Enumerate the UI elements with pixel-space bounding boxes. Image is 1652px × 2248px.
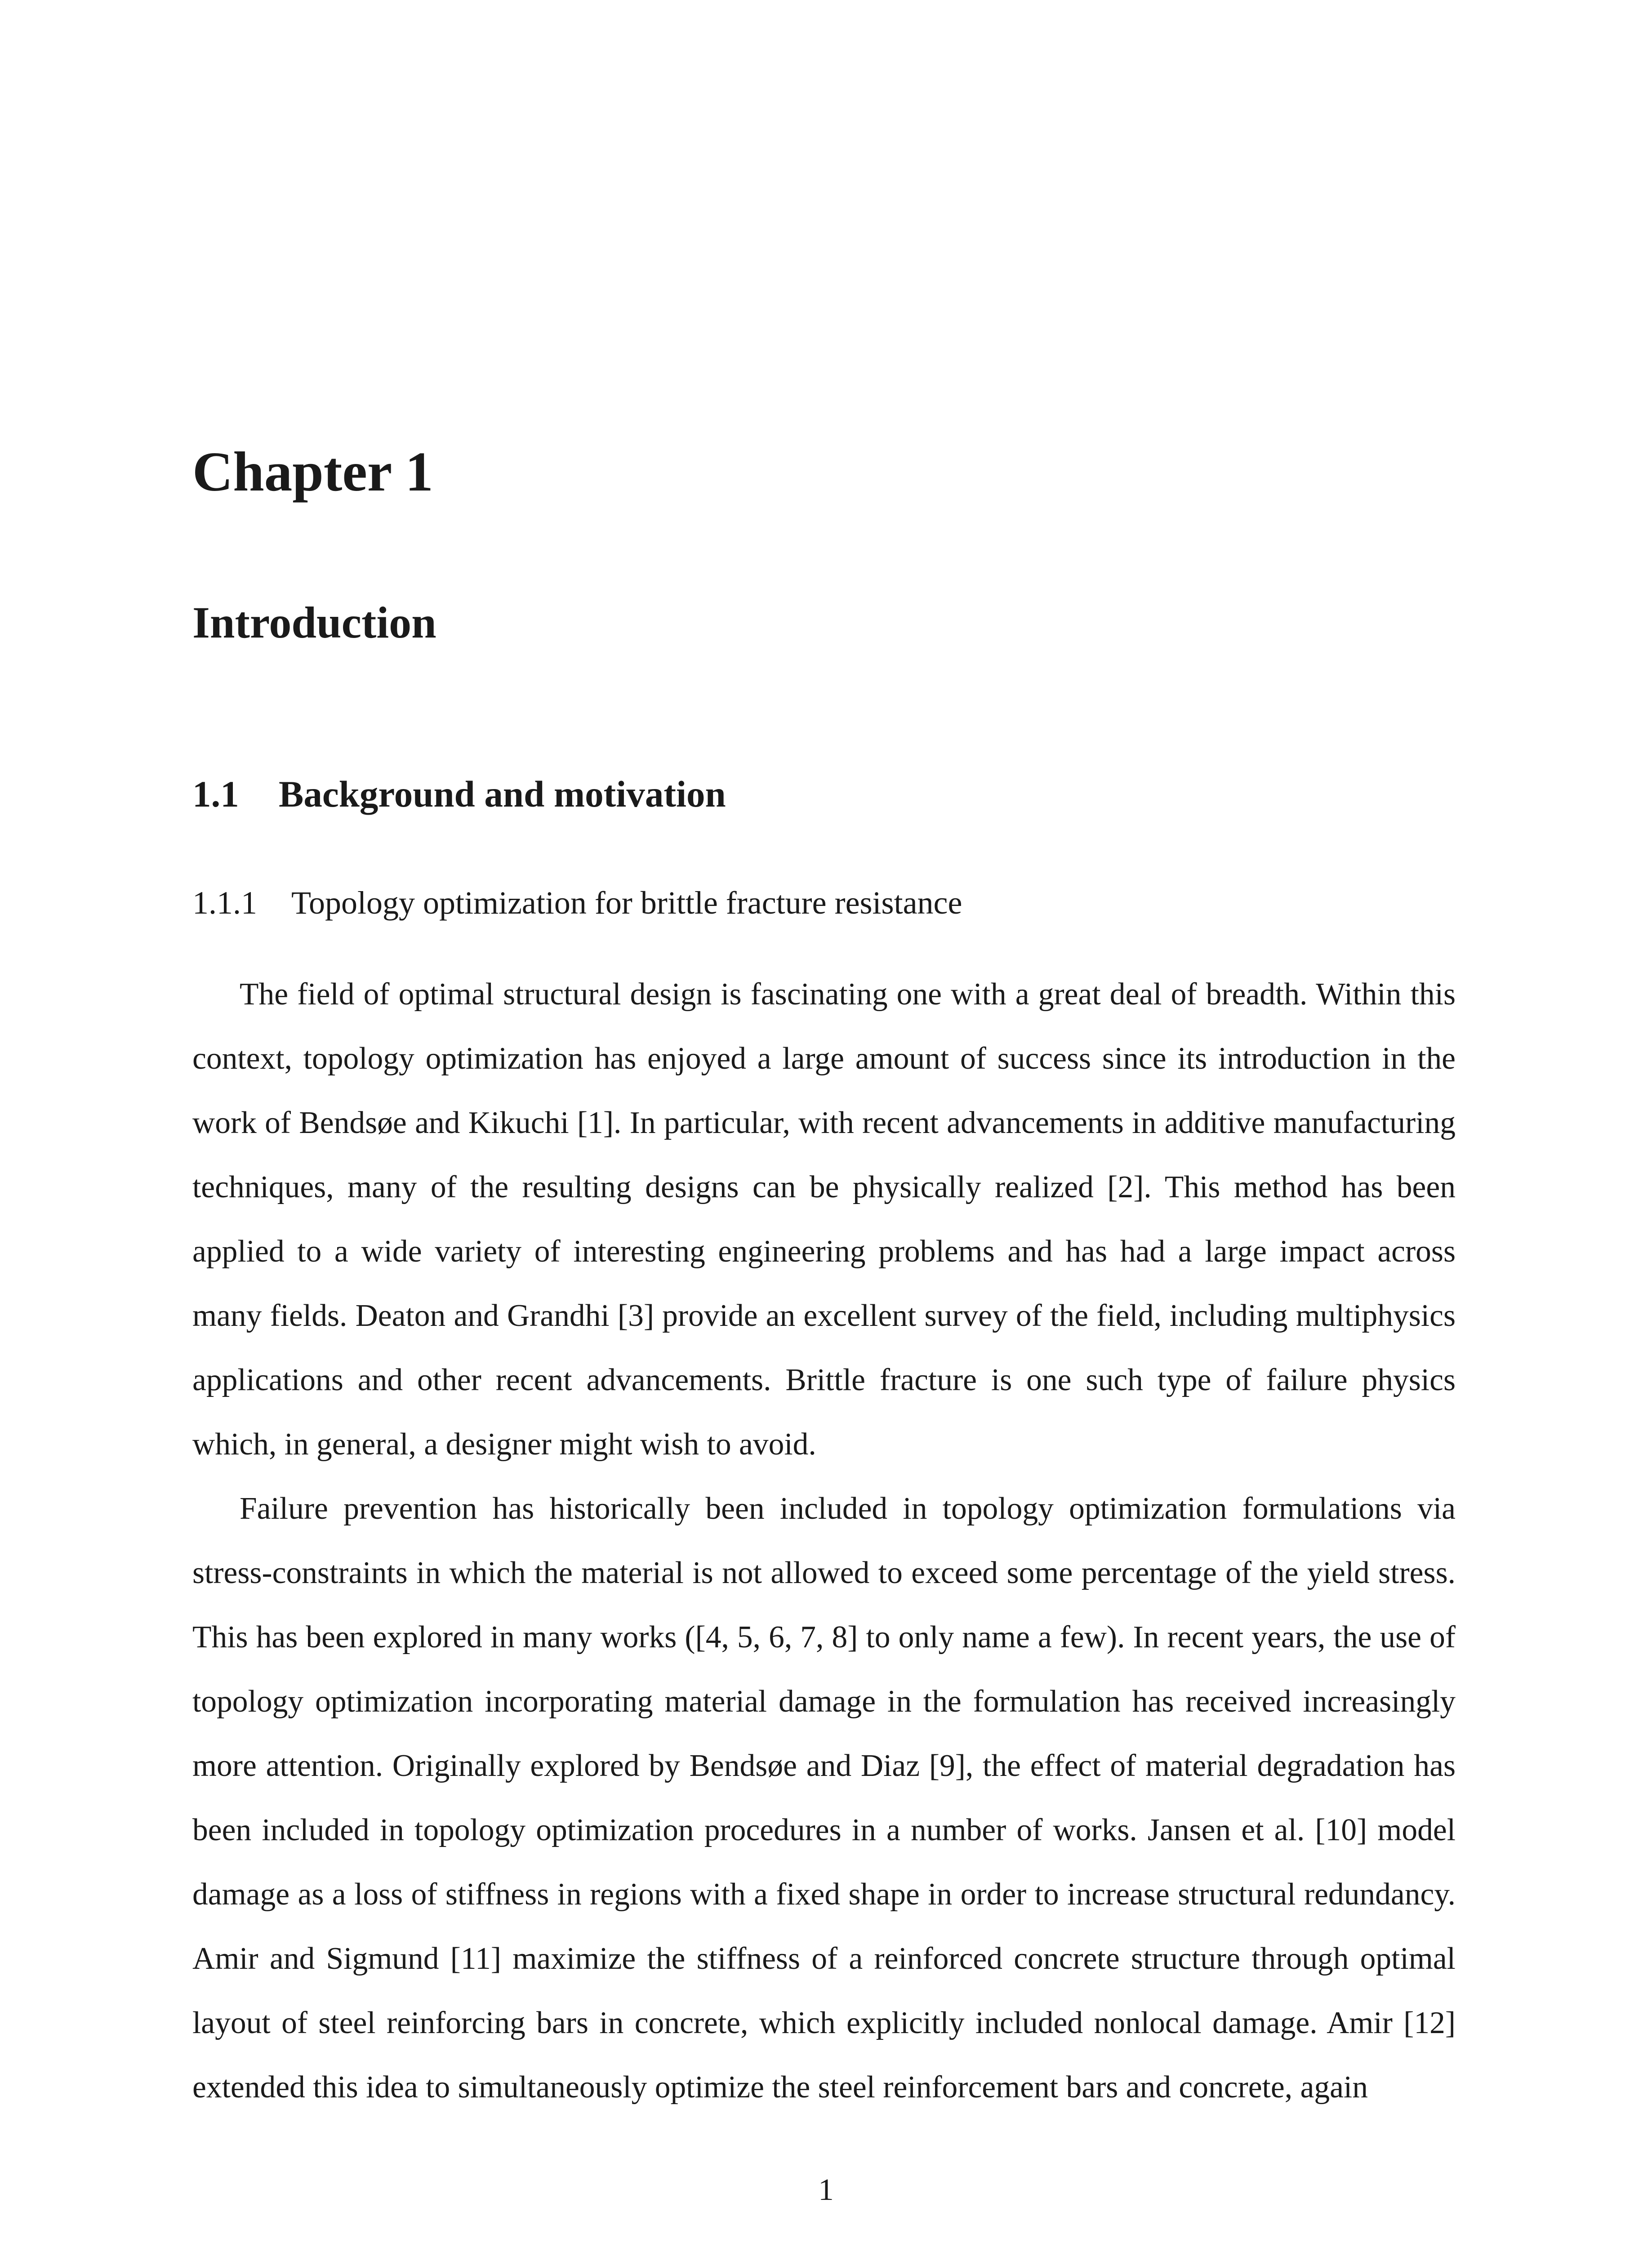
subsection-title: Topology optimization for brittle fracture resistance xyxy=(291,885,962,921)
paragraph: Failure prevention has historically been included in topology optimization formulations via stress-constraints in which the material is not allowed to exceed some percentage of the yield stress. This has been explored in many works ([4, 5, 6, 7, 8] to only name a few). In recent years, the use of topology optimization incorporating material damage in the formulation has received increasingly more attention. Originally explored by Bendsøe and Diaz [9], the effect of material degradation has been included in topology optimization procedures in a number of works. Jansen et al. [10] model damage as a loss of stiffness in regions with a fixed shape in order to increase structural redundancy. Amir and Sigmund [11] maximize the stiffness of a reinforced concrete structure through optimal layout of steel reinforcing bars in concrete, which explicitly included nonlocal damage. Amir [12] extended this idea to simultaneously optimize the steel reinforcement bars and concrete, again xyxy=(192,1491,1456,2105)
body-text xyxy=(192,962,1456,2119)
subsection-number: 1.1.1 xyxy=(192,885,257,921)
section-title: Background and motivation xyxy=(279,773,726,815)
paragraph: The field of optimal structural design is fascinating one with a great deal of breadth. Within this context, topology optimization has enjoyed a large amount of success since its introduction in the work of Bendsøe and Kikuchi [1]. In particular, with recent advancements in additive manufacturing techniques, many of the resulting designs can be physically realized [2]. This method has been applied to a wide variety of interesting engineering problems and has had a large impact across many fields. Deaton and Grandhi [3] provide an excellent survey of the field, including multiphysics applications and other recent advancements. Brittle fracture is one such type of failure physics which, in general, a designer might wish to avoid. xyxy=(192,977,1456,1462)
section-number: 1.1 xyxy=(192,773,239,815)
subsection-heading xyxy=(192,887,962,919)
chapter-label: Chapter 1 xyxy=(192,441,433,503)
chapter-title: Introduction xyxy=(192,598,436,647)
page-number: 1 xyxy=(818,2172,834,2207)
section-heading xyxy=(192,773,726,815)
